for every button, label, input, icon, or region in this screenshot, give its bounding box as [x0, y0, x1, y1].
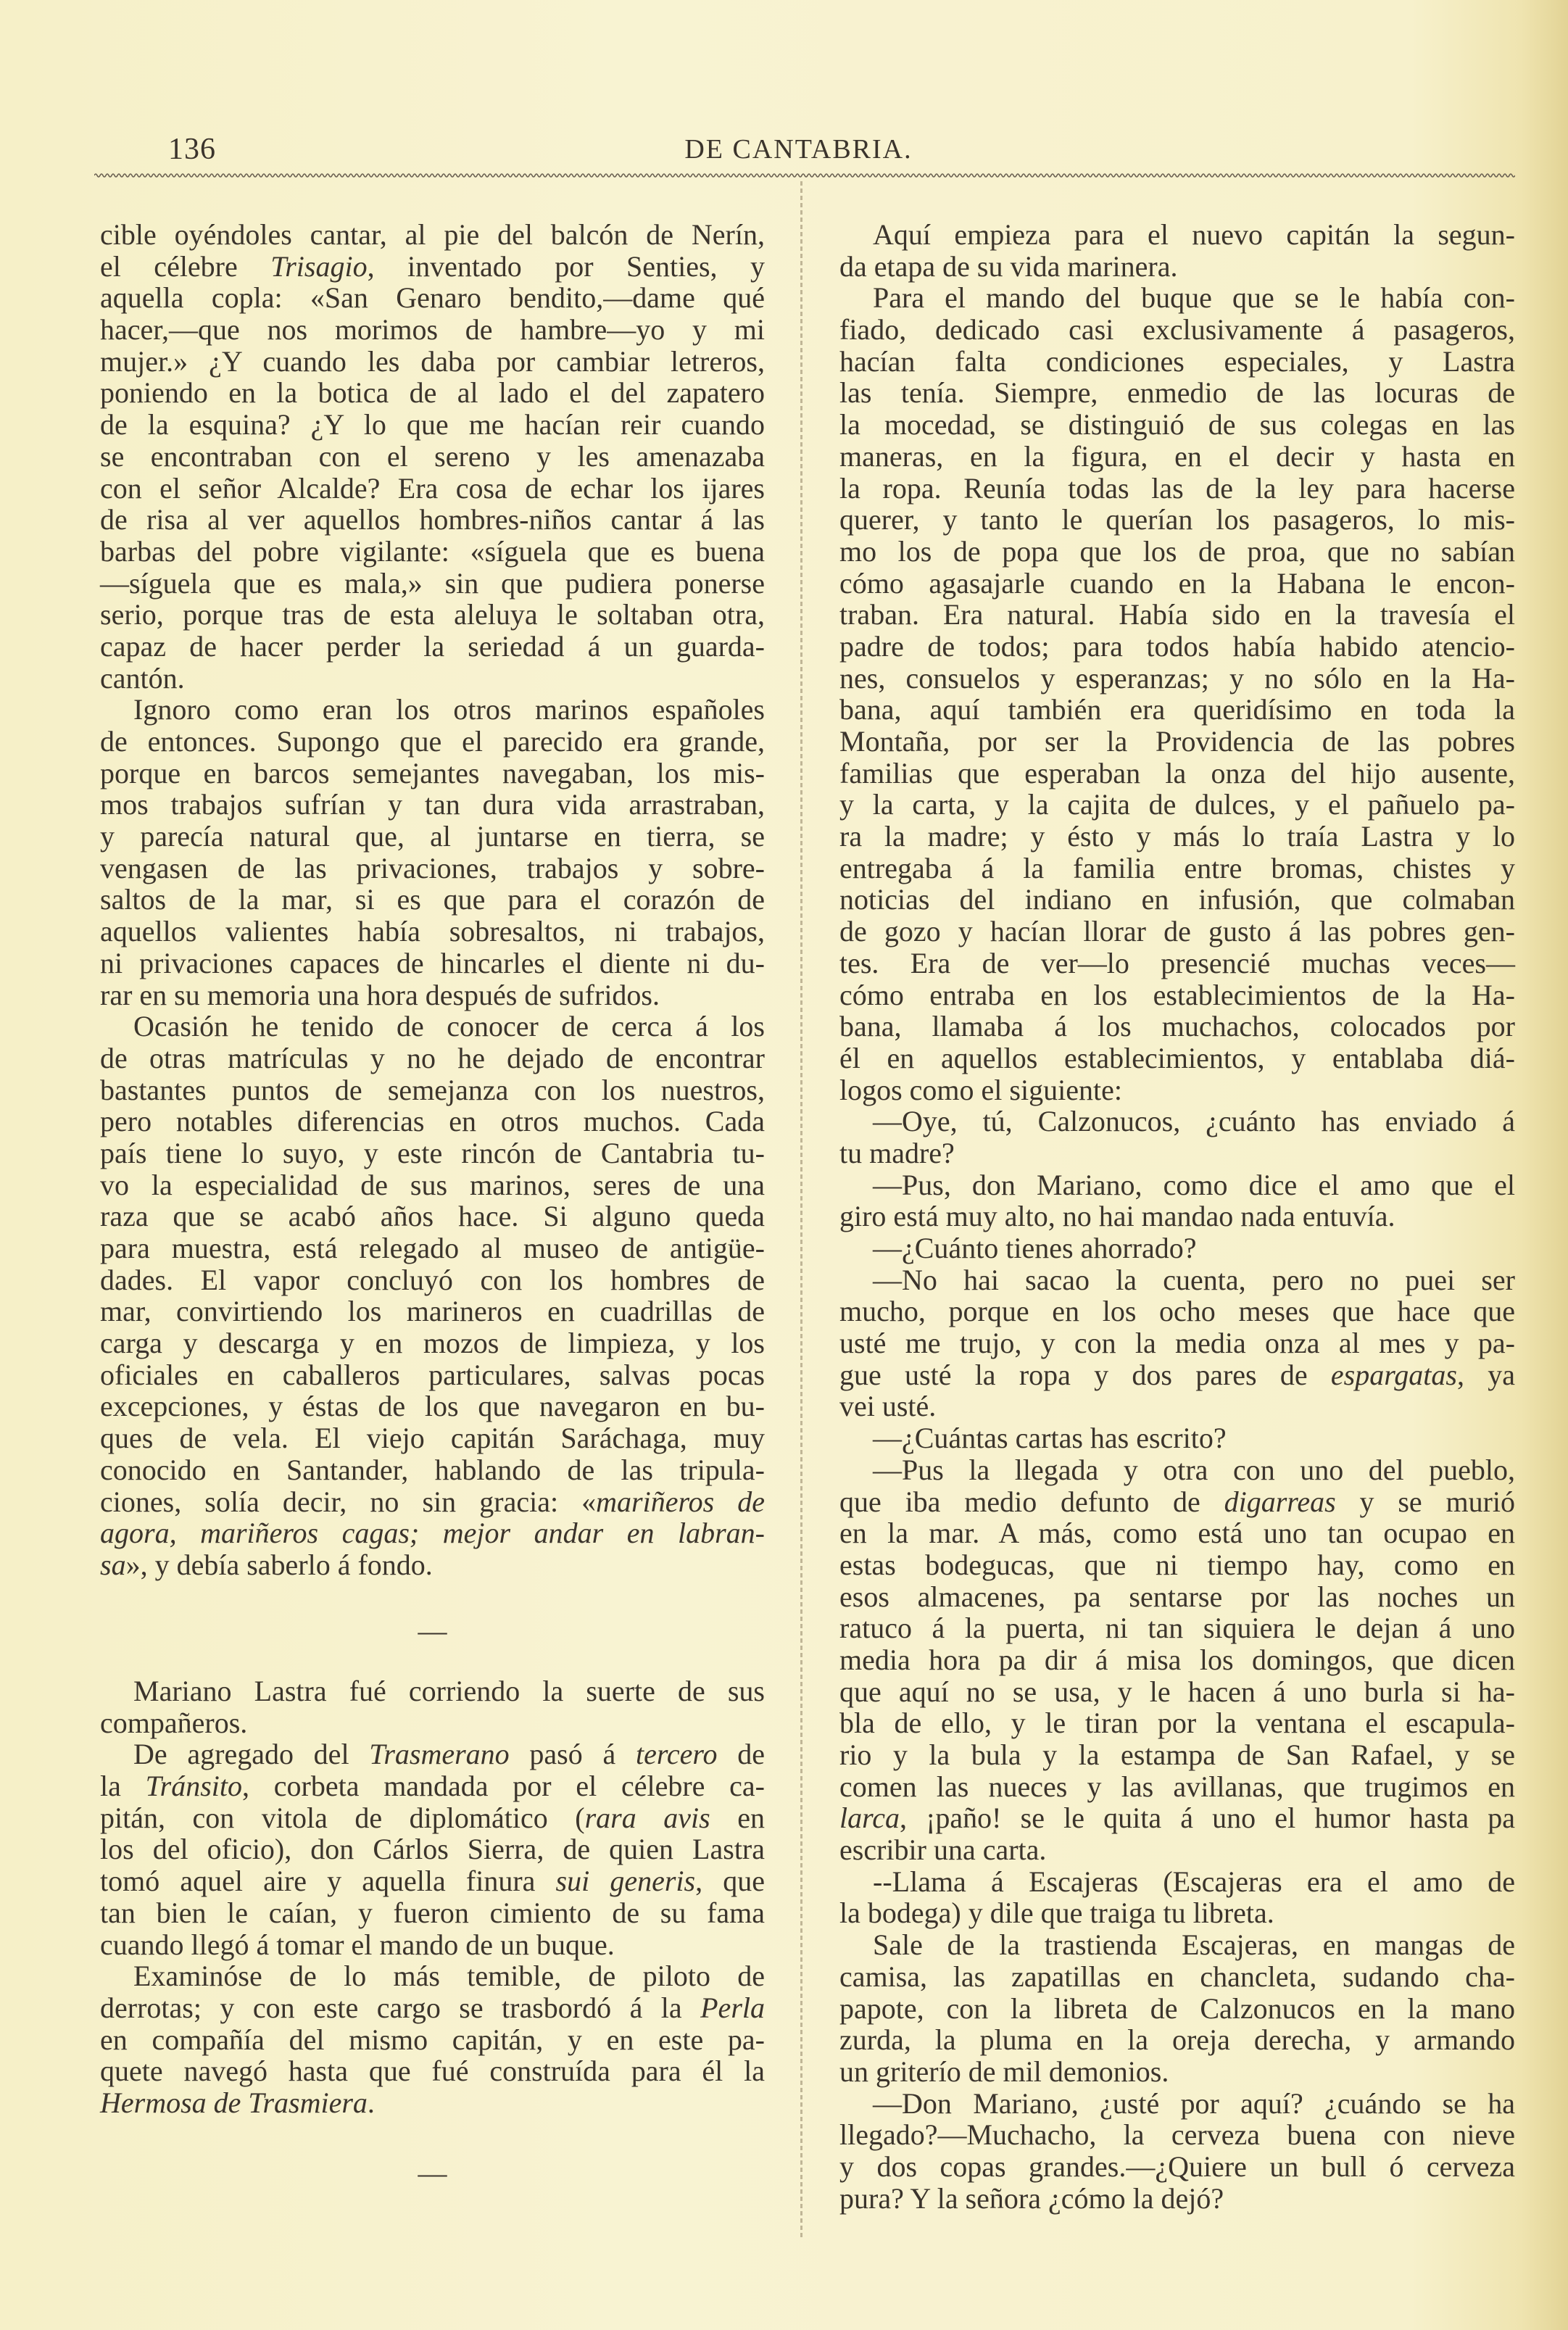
text: la: [100, 1770, 146, 1803]
text-line: [100, 1929, 765, 1961]
text: , ya: [1456, 1358, 1515, 1391]
text-line: [100, 251, 765, 283]
text-line: [839, 948, 1515, 979]
text-line: [100, 1454, 765, 1486]
text-line: [100, 2055, 765, 2087]
right-column: [839, 219, 1515, 2214]
text-line: [100, 473, 765, 505]
paragraph: [839, 282, 1515, 1106]
text: escribir una carta.: [839, 1833, 1047, 1867]
text: raza que se acabó años hace. Si alguno queda: [100, 1200, 765, 1233]
text: rio y la bula y la estampa de San Rafael, y se: [839, 1738, 1515, 1771]
text: , ¡paño! se le quita á uno el humor hasta pa: [899, 1802, 1515, 1835]
text-line: [100, 1802, 765, 1834]
text: giro está muy alto, no hai mandao nada entuvía.: [839, 1200, 1395, 1233]
text-line: [100, 1137, 765, 1169]
text: , corbeta mandada por el célebre ca-: [242, 1770, 765, 1803]
text-line: [839, 1011, 1515, 1042]
text: país tiene lo suyo, y este rincón de Cantabria tu-: [100, 1136, 765, 1169]
text-line: [100, 282, 765, 314]
text-line: [839, 1042, 1515, 1074]
text-line: [839, 1676, 1515, 1708]
text: —¿Cuántas cartas has escrito?: [873, 1422, 1227, 1455]
text: papote, con la libreta de Calzonucos en la mano: [839, 1991, 1515, 2025]
text: saltos de la mar, si es que para el corazón de: [100, 883, 765, 916]
section-separator: —: [418, 2157, 447, 2189]
text: bla de ello, y le tiran por la ventana el escapula-: [839, 1707, 1515, 1740]
text: de la esquina? ¿Y lo que me hacían reir cuando: [100, 408, 765, 441]
text-line: [100, 346, 765, 378]
text: carga y descarga y en mozos de limpieza, y los: [100, 1327, 765, 1360]
text: y la carta, y la cajita de dulces, y el pañuelo pa-: [839, 788, 1515, 821]
text: ra la madre; y ésto y más lo traía Lastra y lo: [839, 820, 1515, 853]
text: dades. El vapor concluyó con los hombres de: [100, 1263, 765, 1296]
text: media hora pa dir á misa los domingos, que dicen: [839, 1643, 1515, 1676]
text-line: [839, 251, 1515, 283]
left-column-block-2: [100, 1675, 765, 2119]
paragraph: [839, 1422, 1515, 1454]
text-line: [839, 884, 1515, 916]
text: bana, llamaba á los muchachos, colocados por: [839, 1010, 1515, 1043]
paragraph: [839, 1232, 1515, 1264]
text-line: [839, 1454, 1515, 1486]
text-line: [839, 1169, 1515, 1201]
text: excepciones, y éstas de los que navegaron en bu-: [100, 1390, 765, 1423]
paragraph: [100, 1675, 765, 1738]
paragraph: [839, 1169, 1515, 1232]
text: derrotas; y con este cargo se trasbordó á la: [100, 1991, 701, 2024]
text-line: [839, 758, 1515, 789]
text: fiado, dedicado casi exclusivamente á pasageros,: [839, 313, 1515, 347]
text: Mariano Lastra fué corriendo la suerte de sus: [133, 1675, 765, 1707]
text: aquellos valientes había sobresaltos, ni trabajos,: [100, 915, 765, 948]
text: llegado?—Muchacho, la cerveza buena con nieve: [839, 2118, 1515, 2152]
paragraph: [100, 1738, 765, 1960]
text: logos como el siguiente:: [839, 1073, 1122, 1106]
text-line: [839, 631, 1515, 663]
text: de: [717, 1738, 766, 1771]
italic-text: Perla: [700, 1991, 765, 2024]
text: serio, porque tras de esta aleluya le soltaban otra,: [100, 598, 765, 631]
text-line: [100, 1549, 765, 1581]
text: la bodega) y dile que traiga tu libreta.: [839, 1896, 1274, 1930]
text-line: [100, 1074, 765, 1106]
text: aquella copla: «San Genaro bendito,—dame qué: [100, 281, 765, 315]
text: maneras, en la figura, en el decir y hasta en: [839, 439, 1515, 473]
text: quete navegó hasta que fué construída para él la: [100, 2055, 765, 2088]
text-line: [100, 1201, 765, 1232]
text-line: [100, 1232, 765, 1264]
text: .: [367, 2086, 375, 2119]
text: hacer,—que nos morimos de hambre—yo y mi: [100, 313, 765, 347]
text-line: [100, 789, 765, 821]
text-line: [839, 1232, 1515, 1264]
text-line: [839, 853, 1515, 884]
text: esos almacenes, pa sentarse por las noches un: [839, 1580, 1515, 1613]
text-line: [839, 1359, 1515, 1391]
text: barbas del pobre vigilante: «síguela que es buena: [100, 534, 765, 568]
text-line: [839, 916, 1515, 948]
text: cantón.: [100, 661, 185, 695]
text: querer, y tanto le querían los pasageros, lo mis-: [839, 503, 1515, 536]
text: cible oyéndoles cantar, al pie del balcón de Nerín,: [100, 218, 765, 251]
text-line: [839, 473, 1515, 505]
text: da etapa de su vida marinera.: [839, 249, 1178, 283]
text-line: [839, 1201, 1515, 1232]
text-line: [100, 1486, 765, 1518]
text: de entonces. Supongo que el parecido era grande,: [100, 725, 765, 758]
text-line: [839, 663, 1515, 695]
text: --Llama á Escajeras (Escajeras era el amo de: [873, 1865, 1515, 1898]
text: De agregado del: [133, 1738, 370, 1771]
text: Para el mando del buque que se le había con-: [873, 281, 1515, 315]
paragraph: [839, 1929, 1515, 2087]
text-line: [839, 1106, 1515, 1137]
text: la mocedad, se distinguió de sus colegas en las: [839, 408, 1515, 441]
italic-text: mariñeros de: [596, 1485, 765, 1518]
text-line: [839, 314, 1515, 346]
paragraph: [100, 1011, 765, 1580]
text-line: [839, 2119, 1515, 2151]
left-column-block-1: [100, 219, 765, 1581]
text-line: [100, 1675, 765, 1707]
text-line: [100, 821, 765, 853]
text: rar en su memoria una hora después de sufridos.: [100, 978, 660, 1011]
text: estas bodegucas, que ni tiempo hay, como en: [839, 1548, 1515, 1581]
text-line: [839, 979, 1515, 1011]
text-line: [100, 1390, 765, 1422]
text: con el señor Alcalde? Era cosa de echar los ijares: [100, 471, 765, 505]
text: capaz de hacer perder la seriedad á un guarda-: [100, 629, 765, 663]
text-line: [100, 1770, 765, 1802]
text: ratuco á la puerta, ni tan siquiera le dejan á uno: [839, 1612, 1515, 1645]
text-line: [100, 599, 765, 631]
text-line: [839, 2183, 1515, 2215]
text-line: [100, 979, 765, 1011]
text: cómo agasajarle cuando en la Habana le encon-: [839, 566, 1515, 600]
text: vengasen de las privaciones, trabajos y sobre-: [100, 851, 765, 884]
text: y se murió: [1335, 1485, 1516, 1518]
text: padre de todos; para todos había habido atencio-: [839, 629, 1515, 663]
text: que iba medio defunto de: [839, 1485, 1224, 1518]
italic-text: rara avis: [584, 1801, 710, 1834]
text: Aquí empieza para el nuevo capitán la segun-: [873, 218, 1515, 251]
text: él en aquellos establecimientos, y entablaba diá-: [839, 1041, 1515, 1074]
text: tan bien le caían, y fueron cimiento de su fama: [100, 1896, 765, 1929]
text: las tenía. Siempre, enmedio de las locuras de: [839, 376, 1515, 410]
text: —síguela que es mala,» sin que pudiera ponerse: [100, 566, 765, 600]
text: pura? Y la señora ¿cómo la dejó?: [839, 2181, 1224, 2215]
paragraph: [839, 1866, 1515, 1929]
page-number: 136: [168, 133, 216, 166]
text: y parecía natural que, al juntarse en tierra, se: [100, 820, 765, 853]
text-line: [839, 2056, 1515, 2088]
text-line: [100, 1106, 765, 1137]
section-separator: —: [418, 1614, 447, 1647]
text-line: [100, 536, 765, 568]
text-line: [839, 1295, 1515, 1327]
text-line: [839, 568, 1515, 600]
text: camisa, las zapatillas en chancleta, sudando cha-: [839, 1960, 1515, 1993]
text: —Pus, don Mariano, como dice el amo que el: [873, 1168, 1515, 1201]
text-line: [100, 377, 765, 409]
text-line: [839, 377, 1515, 409]
paragraph: [839, 1264, 1515, 1422]
text-line: [100, 409, 765, 441]
text-line: [100, 1707, 765, 1739]
text: y dos copas grandes.—¿Quiere un bull ó cerveza: [839, 2149, 1515, 2183]
italic-text: digarreas: [1224, 1485, 1336, 1518]
text-line: [100, 1422, 765, 1454]
text: ciones, solía decir, no sin gracia: «: [100, 1485, 597, 1518]
text-line: [839, 441, 1515, 473]
text-line: [100, 314, 765, 346]
wavy-header-rule: [94, 171, 1515, 180]
italic-text: tercero: [635, 1738, 718, 1771]
text: Ignoro como eran los otros marinos españoles: [133, 693, 765, 726]
text-line: [839, 1264, 1515, 1296]
text: que aquí no se usa, y le hacen á uno burla si ha-: [839, 1675, 1515, 1708]
column-divider: [800, 181, 802, 2240]
text-line: [100, 1359, 765, 1391]
text-line: [839, 599, 1515, 631]
text: Sale de la trastienda Escajeras, en mangas de: [873, 1928, 1515, 1962]
text: pero notables diferencias en otros muchos. Cada: [100, 1105, 765, 1138]
text: noticias del indiano en infusión, que colmaban: [839, 883, 1515, 916]
text: tes. Era de ver—lo presencié muchas veces—: [839, 946, 1515, 979]
text: pasó á: [509, 1738, 636, 1771]
text-line: [100, 1169, 765, 1201]
text: compañeros.: [100, 1706, 248, 1739]
paragraph: [100, 694, 765, 1011]
text: cuando llegó á tomar el mando de un buque.: [100, 1928, 615, 1961]
italic-text: Trisagio: [270, 249, 368, 283]
text: —Oye, tú, Calzonucos, ¿cuánto has enviado á: [873, 1105, 1515, 1138]
text-line: [100, 1327, 765, 1359]
text: entregaba á la familia entre bromas, chistes y: [839, 851, 1515, 884]
text: mo los de popa que los de proa, que no sabían: [839, 534, 1515, 568]
text-line: [100, 1992, 765, 2024]
text: nes, consuelos y esperanzas; y no sólo en la Ha-: [839, 661, 1515, 695]
text: pitán, con vitola de diplomático (: [100, 1801, 585, 1834]
italic-text: espargatas: [1330, 1358, 1457, 1391]
text: ni privaciones capaces de hincarles el diente ni du-: [100, 946, 765, 979]
text: de gozo y hacían llorar de gusto á las pobres gen-: [839, 915, 1515, 948]
text-line: [100, 694, 765, 726]
paragraph: [839, 2088, 1515, 2215]
text-line: [100, 853, 765, 884]
text-line: [839, 1612, 1515, 1644]
paragraph: [839, 1106, 1515, 1169]
text-line: [839, 409, 1515, 441]
text: bana, aquí también era queridísimo en toda la: [839, 693, 1515, 726]
text: comen las nueces y las avillanas, que trugimos en: [839, 1770, 1515, 1803]
text-line: [100, 504, 765, 536]
text-line: [839, 2024, 1515, 2056]
text-line: [839, 504, 1515, 536]
text: de risa al ver aquellos hombres-niños cantar á las: [100, 503, 765, 536]
text-line: [100, 219, 765, 251]
text-line: [839, 1137, 1515, 1169]
text: gue usté la ropa y dos pares de: [839, 1358, 1331, 1391]
text: tomó aquel aire y aquella finura: [100, 1865, 556, 1898]
text-line: [100, 2087, 765, 2119]
text: ques de vela. El viejo capitán Saráchaga, muy: [100, 1422, 765, 1455]
text-line: [100, 1042, 765, 1074]
text-line: [839, 346, 1515, 378]
text: familias que esperaban la onza del hijo ausente,: [839, 756, 1515, 789]
text: en la mar. A más, como está uno tan ocupao en: [839, 1517, 1515, 1550]
text: conocido en Santander, hablando de las tripula-: [100, 1453, 765, 1486]
text-line: [839, 282, 1515, 314]
text-line: [839, 789, 1515, 821]
text-line: [100, 758, 765, 789]
text: vei usté.: [839, 1390, 937, 1423]
text-line: [100, 2024, 765, 2056]
text: se encontraban con el sereno y les amenazaba: [100, 439, 765, 473]
italic-text: agora, mariñeros cagas; mejor andar en labran-: [100, 1517, 765, 1550]
text: hacían falta condiciones especiales, y Lastra: [839, 344, 1515, 378]
text-line: [839, 1929, 1515, 1961]
text-line: [100, 1833, 765, 1865]
text: porque en barcos semejantes navegaban, los mis-: [100, 756, 765, 789]
text-line: [839, 536, 1515, 568]
text-line: [100, 441, 765, 473]
text-line: [839, 1644, 1515, 1676]
text-line: [839, 1074, 1515, 1106]
paragraph: [839, 1454, 1515, 1866]
text-line: [100, 1865, 765, 1897]
text-line: [839, 1802, 1515, 1834]
italic-text: sa: [100, 1548, 126, 1581]
text-line: [839, 1517, 1515, 1549]
text: el célebre: [100, 249, 271, 283]
text-line: [100, 1960, 765, 1992]
text-line: [839, 2088, 1515, 2120]
text-line: [839, 2151, 1515, 2183]
text: traban. Era natural. Había sido en la travesía el: [839, 598, 1515, 631]
text: usté me trujo, y con la media onza al mes y pa-: [839, 1327, 1515, 1360]
text: mar, convirtiendo los marineros en cuadrillas de: [100, 1295, 765, 1328]
text-line: [100, 663, 765, 695]
text-line: [839, 1707, 1515, 1739]
text: para muestra, está relegado al museo de antigüe-: [100, 1232, 765, 1264]
text: en compañía del mismo capitán, y en este pa-: [100, 2023, 765, 2056]
text-line: [839, 1422, 1515, 1454]
text-line: [100, 568, 765, 600]
text: oficiales en caballeros particulares, salvas pocas: [100, 1358, 765, 1391]
text: vo la especialidad de sus marinos, seres de una: [100, 1168, 765, 1201]
italic-text: sui generis: [555, 1865, 696, 1898]
text-line: [839, 694, 1515, 726]
text: —Don Mariano, ¿usté por aquí? ¿cuándo se ha: [873, 2086, 1515, 2120]
text-line: [839, 1739, 1515, 1771]
paragraph: [839, 219, 1515, 282]
text-line: [839, 1486, 1515, 1518]
text: », y debía saberlo á fondo.: [125, 1548, 433, 1581]
italic-text: Trasmerano: [369, 1738, 510, 1771]
text: poniendo en la botica de al lado el del zapatero: [100, 376, 765, 410]
text-line: [100, 916, 765, 948]
text-line: [839, 821, 1515, 853]
text-line: [100, 884, 765, 916]
text: bastantes puntos de semejanza con los nuestros,: [100, 1073, 765, 1106]
text-line: [839, 1834, 1515, 1866]
text-line: [839, 1961, 1515, 1993]
text: Montaña, por ser la Providencia de las pobres: [839, 725, 1515, 758]
italic-text: Tránsito: [145, 1770, 243, 1803]
text: tu madre?: [839, 1136, 955, 1169]
text: zurda, la pluma en la oreja derecha, y armando: [839, 2023, 1515, 2057]
text-line: [100, 631, 765, 663]
text: Ocasión he tenido de conocer de cerca á los: [133, 1010, 765, 1043]
text-line: [839, 1581, 1515, 1613]
text-line: [839, 219, 1515, 251]
text: Examinóse de lo más temible, de piloto de: [133, 1960, 765, 1993]
text-line: [839, 1897, 1515, 1929]
running-head: DE CANTABRIA.: [684, 134, 913, 165]
text: cómo entraba en los establecimientos de la Ha-: [839, 978, 1515, 1011]
text-line: [839, 1771, 1515, 1803]
text-line: [100, 1517, 765, 1549]
paragraph: [100, 1960, 765, 2118]
text: —Pus la llegada y otra con uno del pueblo,: [873, 1453, 1515, 1486]
text: en: [710, 1801, 765, 1834]
text-line: [839, 1327, 1515, 1359]
italic-text: larca: [839, 1802, 900, 1835]
text: , inventado por Senties, y: [367, 249, 765, 283]
text: la ropa. Reunía todas las de la ley para hacerse: [839, 471, 1515, 505]
text: de otras matrículas y no he dejado de encontrar: [100, 1041, 765, 1074]
text: los del oficio), don Cárlos Sierra, de quien Lastra: [100, 1833, 765, 1866]
italic-text: Hermosa de Trasmiera: [100, 2086, 368, 2119]
text-line: [839, 1390, 1515, 1422]
text-line: [100, 1011, 765, 1042]
text-line: [100, 1897, 765, 1929]
text-line: [100, 948, 765, 979]
text-line: [839, 1866, 1515, 1898]
text: —No hai sacao la cuenta, pero no puei ser: [873, 1263, 1515, 1296]
text: mucho, porque en los ocho meses que hace que: [839, 1295, 1515, 1328]
text-line: [839, 1993, 1515, 2025]
text-line: [100, 726, 765, 758]
text: mujer.» ¿Y cuando les daba por cambiar letreros,: [100, 344, 765, 378]
text-line: [100, 1295, 765, 1327]
text-line: [839, 1549, 1515, 1581]
text-line: [839, 726, 1515, 758]
text: un griterío de mil demonios.: [839, 2055, 1169, 2088]
text: —¿Cuánto tienes ahorrado?: [873, 1232, 1197, 1264]
paragraph: [100, 219, 765, 694]
text: , que: [695, 1865, 765, 1898]
text-line: [100, 1264, 765, 1296]
text-line: [100, 1738, 765, 1770]
text: mos trabajos sufrían y tan dura vida arrastraban,: [100, 788, 765, 821]
